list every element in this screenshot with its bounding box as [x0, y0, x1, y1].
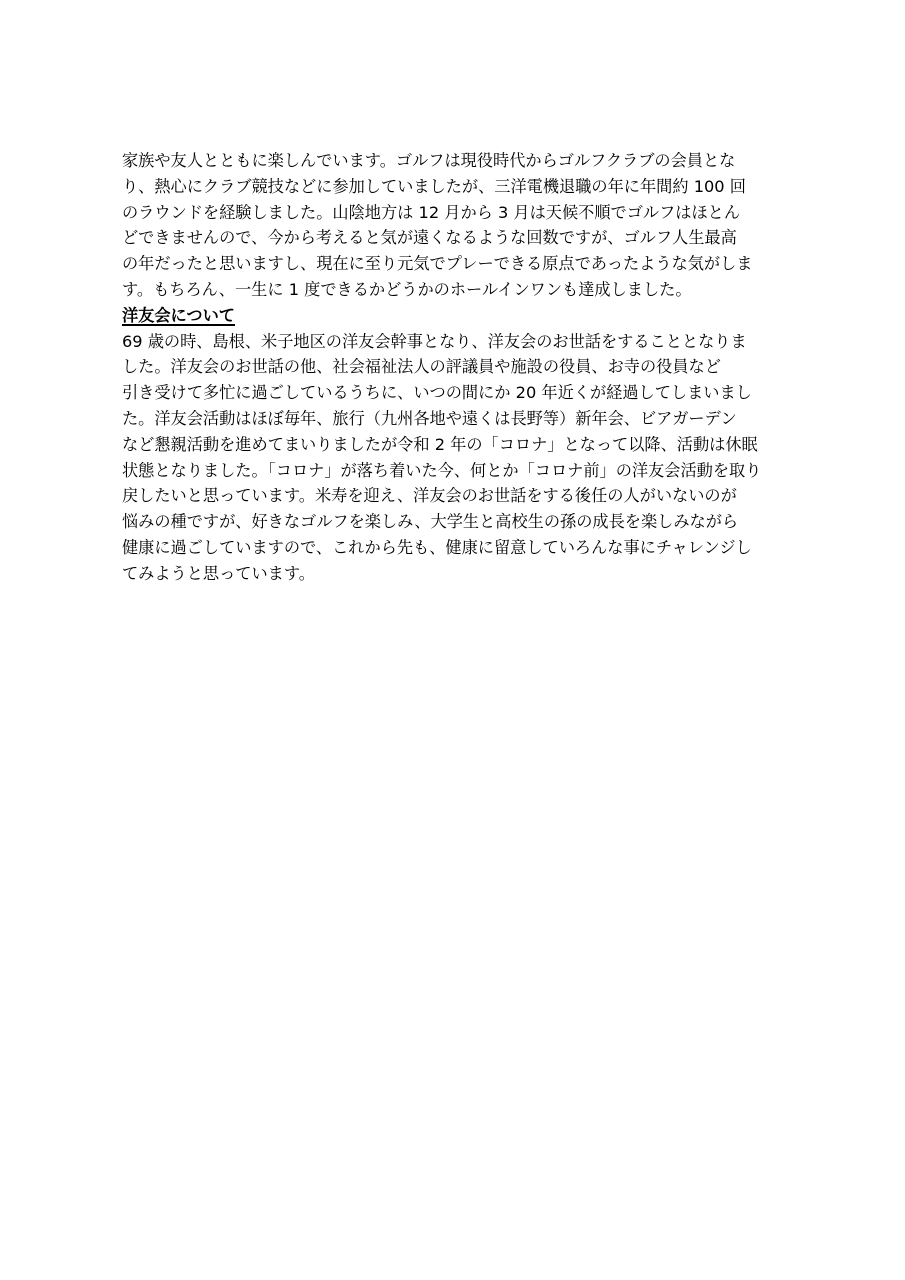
paragraph-yoyukai — [122, 329, 782, 587]
document-body — [122, 148, 782, 587]
text-line: 悩みの種ですが、好きなゴルフを楽しみ、大学生と高校生の孫の成長を楽しみながら — [122, 512, 739, 532]
text-line: り、熱心にクラブ競技などに参加していましたが、三洋電機退職の年に年間約 100 回 — [122, 176, 746, 196]
text-line: 引き受けて多忙に過ごしているうちに、いつの間にか 20 年近くが経過してしまいまし — [122, 383, 752, 403]
text-line: 69 歳の時、島根、米子地区の洋友会幹事となり、洋友会のお世話をすることとなりま — [122, 331, 747, 351]
text-line: す。もちろん、一生に 1 度できるかどうかのホールインワンも達成しました。 — [122, 279, 692, 299]
text-line: など懇親活動を進めてまいりましたが令和 2 年の「コロナ」となって以降、活動は休眠 — [122, 434, 758, 454]
text-line: のラウンドを経験しました。山陰地方は 12 月から 3 月は天候不順でゴルフはほとん — [122, 202, 741, 222]
text-line: 戻したいと思っています。米寿を迎え、洋友会のお世話をする後任の人がいないのが — [122, 486, 737, 506]
text-line: てみようと思っています。 — [122, 563, 315, 583]
text-line: どできませんので、今から考えると気が遠くなるような回数ですが、ゴルフ人生最高 — [122, 228, 737, 248]
text-line: た。洋友会活動はほぼ毎年、旅行（九州各地や遠くは長野等）新年会、ビアガーデン — [122, 408, 737, 428]
section-heading — [122, 303, 782, 329]
text-line: の年だったと思いますし、現在に至り元気でプレーできる原点であったような気がしま — [122, 254, 753, 274]
text-line: した。洋友会のお世話の他、社会福祉法人の評議員や施設の役員、お寺の役員など — [122, 357, 721, 377]
paragraph-golf — [122, 148, 782, 303]
text-line: 健康に過ごしていますので、これから先も、健康に留意していろんな事にチャレンジし — [122, 537, 752, 557]
section-heading-text: 洋友会について — [122, 305, 235, 325]
text-line: 家族や友人とともに楽しんでいます。ゴルフは現役時代からゴルフクラブの会員とな — [122, 151, 736, 170]
text-line: 状態となりました。「コロナ」が落ち着いた今、何とか「コロナ前」の洋友会活動を取り — [122, 460, 762, 480]
